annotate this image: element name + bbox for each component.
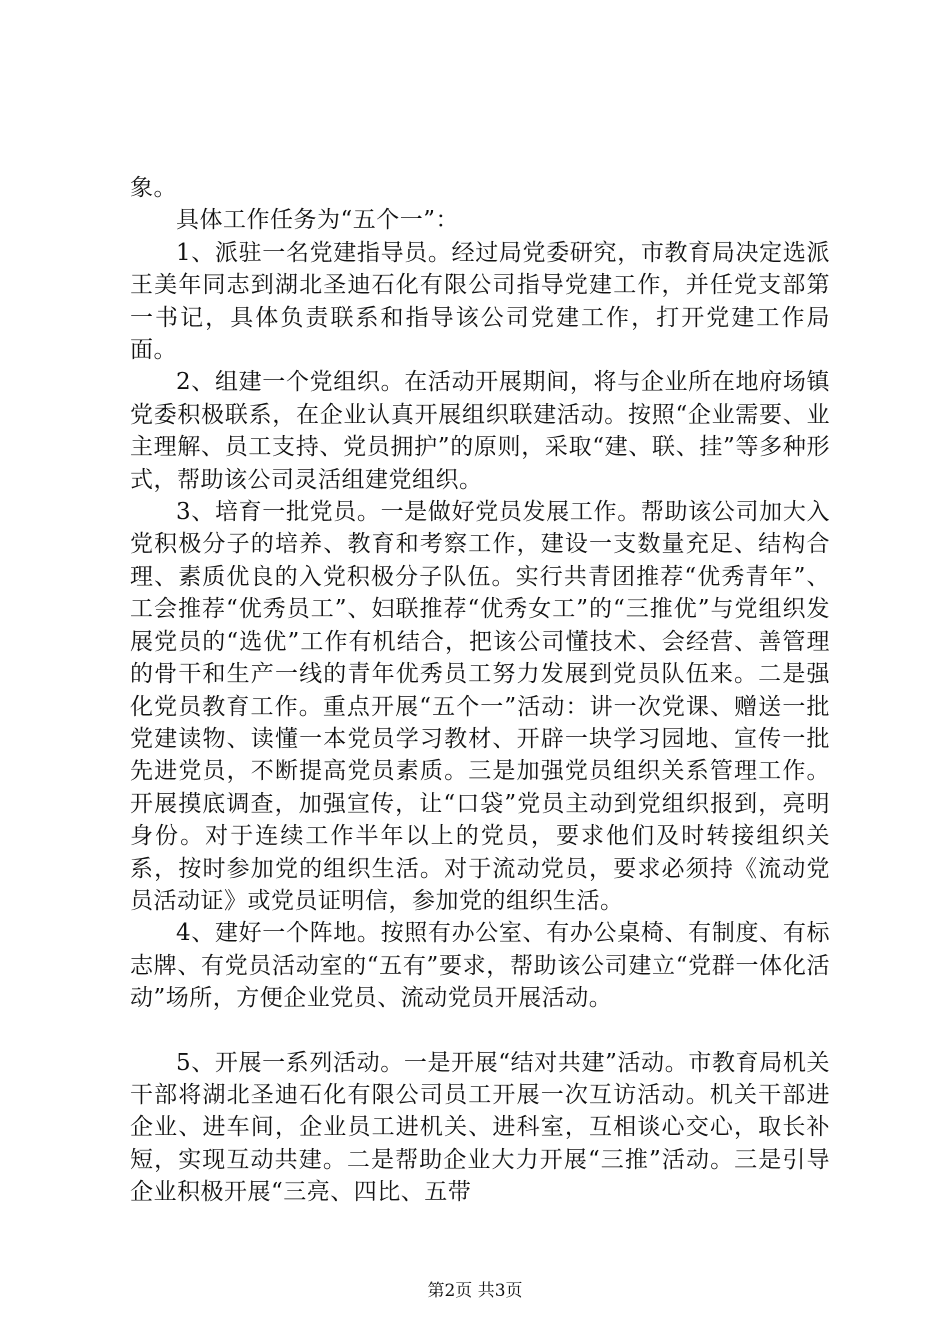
paragraph-continuation: 象。 [130,175,177,201]
paragraph-task-3: 3、培育一批党员。一是做好党员发展工作。帮助该公司加大入党积极分子的培养、教育和考察工作，建设一支数量充足、结构合理、素质优良的入党积极分子队伍。实行共青团推荐“优秀青年”、工会推荐“优秀员工”、妇联推荐“优秀女工”的“三推优”与党组织发展党员的“选优”工作有机结合，把该公司懂技术、会经营、善管理的骨干和生产一线的青年优秀员工努力发展到党员队伍来。二是强化党员教育工作。重点开展“五个一”活动：讲一次党课、赠送一批党建读物、读懂一本党员学习教材、开辟一块学习园地、宣传一批先进党员，不断提高党员素质。三是加强党员组织关系管理工作。开展摸底调查，加强宣传，让“口袋”党员主动到党组织报到，亮明身份。对于连续工作半年以上的党员，要求他们及时转接组织关系，按时参加党的组织生活。对于流动党员，要求必须持《流动党员活动证》或党员证明信，参加党的组织生活。 [130,499,830,914]
paragraph-task-2: 2、组建一个党组织。在活动开展期间，将与企业所在地府场镇党委积极联系，在企业认真开展组织联建活动。按照“企业需要、业主理解、员工支持、党员拥护”的原则，采取“建、联、挂”等多种形式，帮助该公司灵活组建党组织。 [130,369,830,493]
paragraph-task-intro: 具体工作任务为“五个一”： [176,207,460,234]
paragraph-task-1: 1、派驻一名党建指导员。经过局党委研究，市教育局决定选派王美年同志到湖北圣迪石化有限公司指导党建工作，并任党支部第一书记，具体负责联系和指导该公司党建工作，打开党建工作局面。 [130,239,830,364]
paragraph-task-4: 4、建好一个阵地。按照有办公室、有办公桌椅、有制度、有标志牌、有党员活动室的“五有”要求，帮助该公司建立“党群一体化活动”场所，方便企业党员、流动党员开展活动。 [130,920,830,1012]
document-body [130,172,830,1209]
paragraph-task-5: 5、开展一系列活动。一是开展“结对共建”活动。市教育局机关干部将湖北圣迪石化有限公司员工开展一次互访活动。机关干部进企业、进车间，企业员工进机关、进科室，互相谈心交心，取长补短，实现互动共建。二是帮助企业大力开展“三推”活动。三是引导企业积极开展“三亮、四比、五带 [130,1049,830,1206]
page-footer: 第2页 共3页 [427,1281,523,1301]
